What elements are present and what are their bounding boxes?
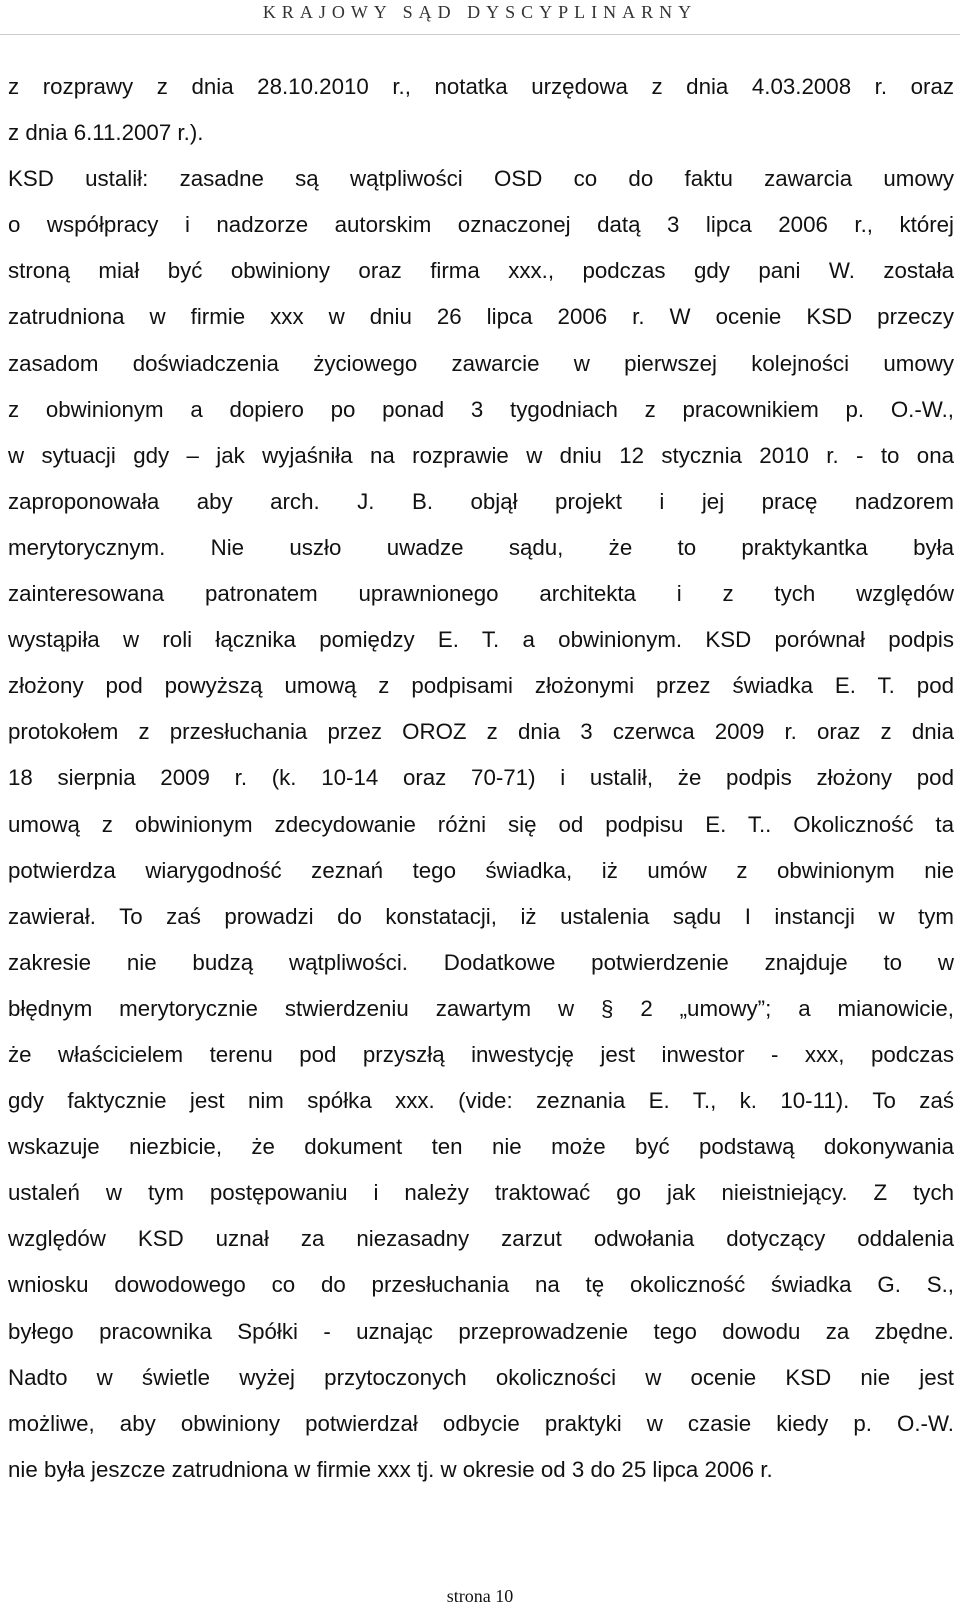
court-header: KRAJOWY SĄD DYSCYPLINARNY [262, 2, 698, 22]
text-line: złożony pod powyższą umową z podpisami złożonymi przez świadka E. T. pod [8, 673, 954, 699]
text-line: umową z obwinionym zdecydowanie różni się od podpisu E. T.. Okoliczność ta [8, 811, 954, 837]
text-line: z dnia 6.11.2007 r.). [8, 120, 204, 146]
text-line: że właścicielem terenu pod przyszłą inwestycję jest inwestor - xxx, podczas [8, 1041, 954, 1067]
text-line: nie była jeszcze zatrudniona w firmie xxx tj. w okresie od 3 do 25 lipca 2006 r. [8, 1456, 773, 1482]
text-line: KSD ustalił: zasadne są wątpliwości OSD co do faktu zawarcia umowy [8, 166, 954, 192]
text-line: gdy faktycznie jest nim spółka xxx. (vide: zeznania E. T., k. 10-11). To zaś [8, 1088, 954, 1114]
text-line: z obwinionym a dopiero po ponad 3 tygodniach z pracownikiem p. O.-W., [8, 396, 954, 422]
text-line: zatrudniona w firmie xxx w dniu 26 lipca 2006 r. W ocenie KSD przeczy [8, 304, 954, 330]
text-line: względów KSD uznał za niezasadny zarzut odwołania dotyczący oddalenia [8, 1226, 954, 1252]
text-line: o współpracy i nadzorze autorskim oznaczonej datą 3 lipca 2006 r., której [8, 212, 954, 238]
text-line: zasadom doświadczenia życiowego zawarcie w pierwszej kolejności umowy [8, 350, 954, 376]
text-line: ustaleń w tym postępowaniu i należy traktować go jak nieistniejący. Z tych [8, 1180, 954, 1206]
header-divider [0, 34, 960, 35]
text-line: potwierdza wiarygodność zeznań tego świadka, iż umów z obwinionym nie [8, 857, 954, 883]
text-line: byłego pracownika Spółki - uznając przeprowadzenie tego dowodu za zbędne. [8, 1318, 954, 1344]
text-line: zainteresowana patronatem uprawnionego architekta i z tych względów [8, 581, 954, 607]
page-number: strona 10 [446, 1586, 514, 1606]
text-line: możliwe, aby obwiniony potwierdzał odbycie praktyki w czasie kiedy p. O.-W. [8, 1410, 954, 1436]
text-line: Nadto w świetle wyżej przytoczonych okoliczności w ocenie KSD nie jest [8, 1364, 954, 1390]
text-line: merytorycznym. Nie uszło uwadze sądu, że to praktykantka była [8, 534, 954, 560]
text-line: wniosku dowodowego co do przesłuchania na tę okoliczność świadka G. S., [8, 1272, 954, 1298]
text-line: 18 sierpnia 2009 r. (k. 10-14 oraz 70-71) i ustalił, że podpis złożony pod [8, 765, 954, 791]
text-line: z rozprawy z dnia 28.10.2010 r., notatka urzędowa z dnia 4.03.2008 r. oraz [8, 74, 954, 99]
text-line: stroną miał być obwiniony oraz firma xxx., podczas gdy pani W. została [8, 258, 954, 284]
text-line: wskazuje niezbicie, że dokument ten nie może być podstawą dokonywania [8, 1134, 954, 1160]
document-body [8, 64, 954, 1493]
text-line: wystąpiła w roli łącznika pomiędzy E. T. a obwinionym. KSD porównał podpis [8, 627, 954, 653]
text-line: zaproponowała aby arch. J. B. objął projekt i jej pracę nadzorem [8, 488, 954, 514]
text-line: zawierał. To zaś prowadzi do konstatacji, iż ustalenia sądu I instancji w tym [8, 903, 954, 929]
text-line: zakresie nie budzą wątpliwości. Dodatkowe potwierdzenie znajduje to w [8, 949, 954, 975]
text-line: protokołem z przesłuchania przez OROZ z dnia 3 czerwca 2009 r. oraz z dnia [8, 719, 954, 745]
text-line: błędnym merytorycznie stwierdzeniu zawartym w § 2 „umowy”; a mianowicie, [8, 995, 954, 1021]
text-line: w sytuacji gdy – jak wyjaśniła na rozprawie w dniu 12 stycznia 2010 r. - to ona [8, 442, 954, 468]
